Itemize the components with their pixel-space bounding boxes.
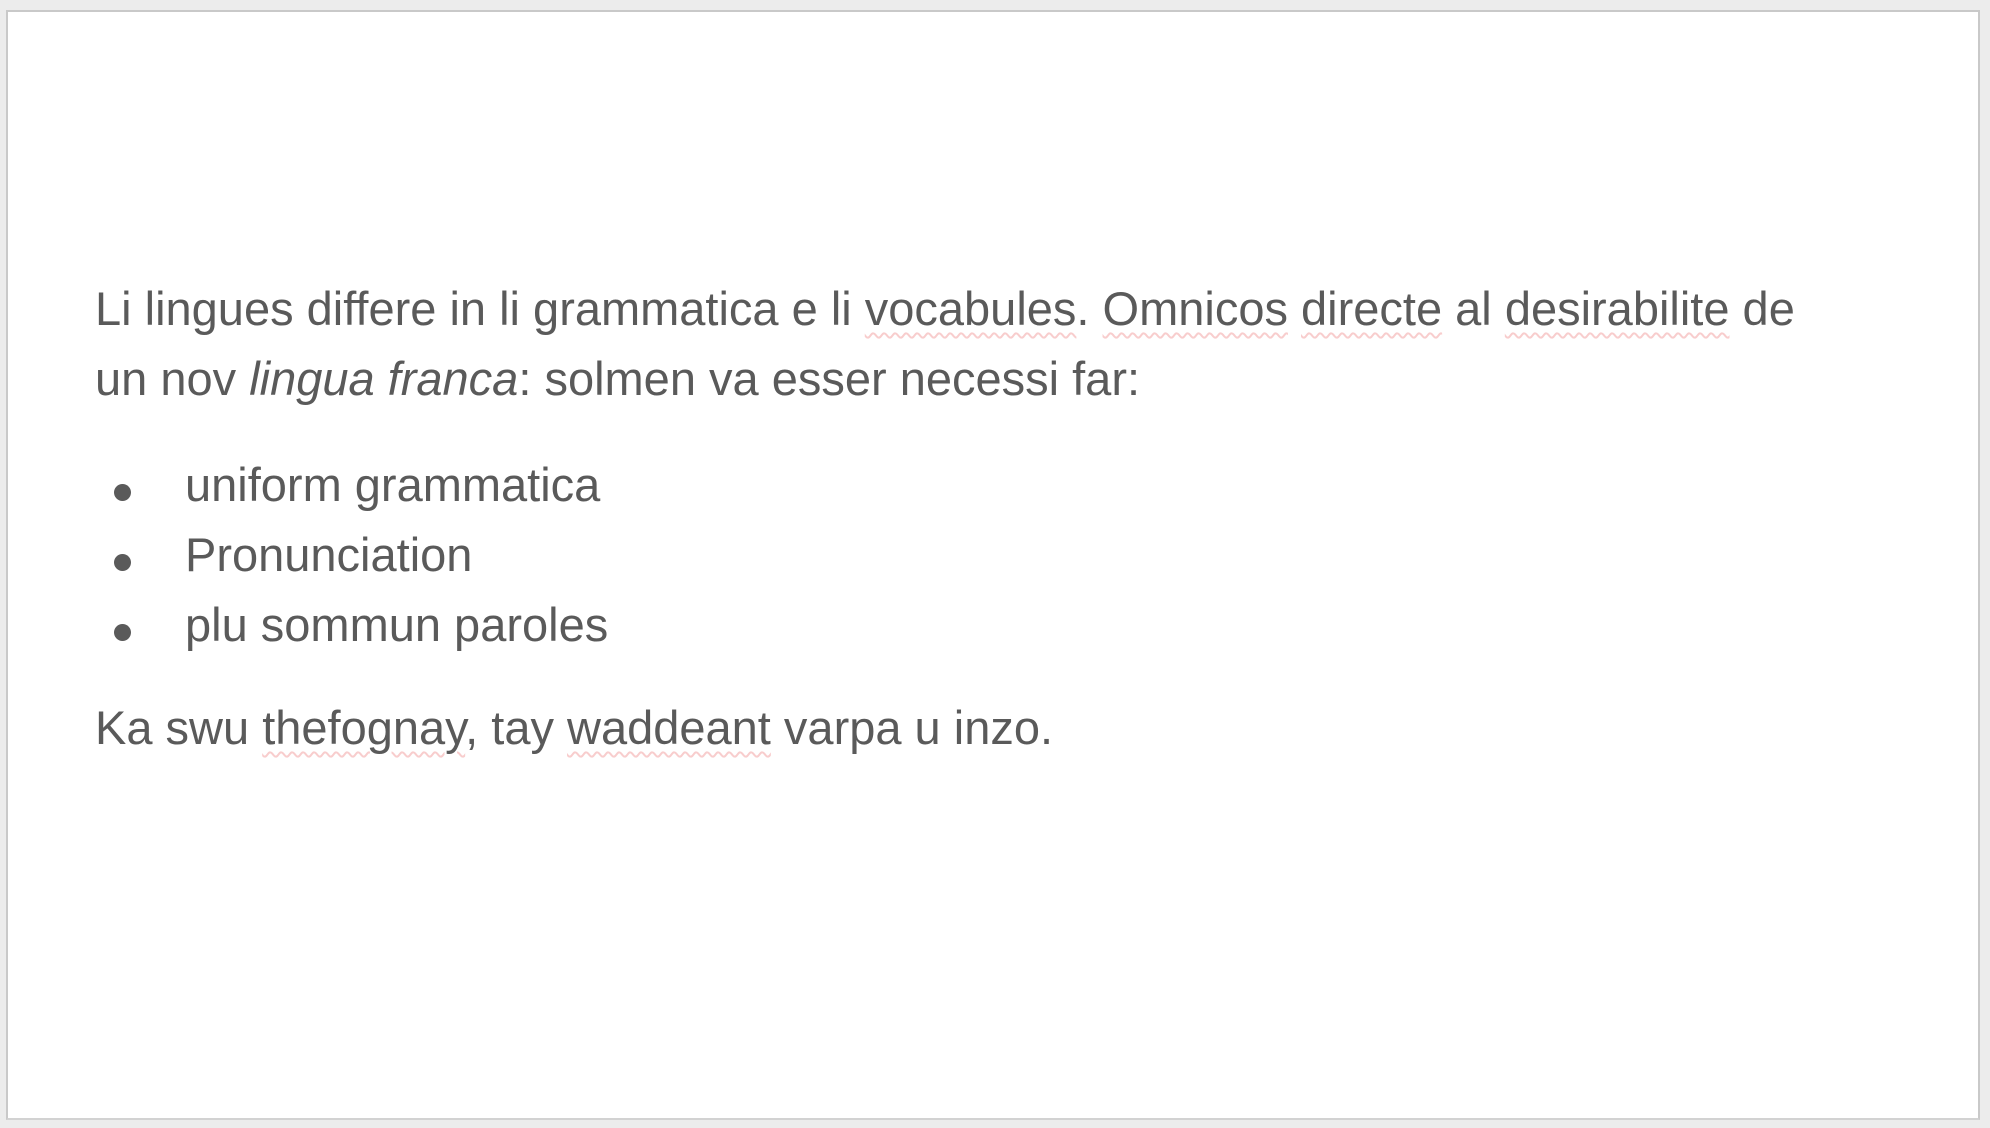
misspelled-word: desirabilite <box>1504 282 1730 335</box>
bullet-dot-icon <box>114 554 131 571</box>
bullet-label: plu sommun paroles <box>185 598 609 651</box>
text-segment: un nov <box>95 352 250 405</box>
text-segment: de <box>1729 282 1795 335</box>
intro-paragraph-line-2 <box>95 344 1928 414</box>
body-text-placeholder[interactable] <box>95 274 1928 763</box>
bullet-item[interactable] <box>95 450 1928 520</box>
bullet-item[interactable] <box>95 590 1928 660</box>
misspelled-word: Omnicos <box>1102 282 1288 335</box>
bullet-dot-icon <box>114 624 131 641</box>
misspelled-word: vocabules <box>864 282 1077 335</box>
misspelled-word: thefognay <box>262 701 466 754</box>
text-segment: al <box>1442 282 1505 335</box>
bullet-item[interactable] <box>95 520 1928 590</box>
bullet-list <box>95 450 1928 660</box>
bullet-label: uniform grammatica <box>185 458 601 511</box>
intro-paragraph-line-1 <box>95 274 1928 344</box>
closing-paragraph <box>95 693 1928 763</box>
text-segment: . <box>1076 282 1103 335</box>
text-segment: Li lingues differe in li grammatica e li <box>95 282 865 335</box>
slide-canvas[interactable] <box>6 10 1980 1120</box>
text-segment: , tay <box>465 701 568 754</box>
misspelled-word: directe <box>1301 282 1443 335</box>
bullet-label: Pronunciation <box>185 528 473 581</box>
bullet-dot-icon <box>114 484 131 501</box>
text-segment <box>1288 282 1301 335</box>
text-segment: varpa u inzo. <box>770 701 1054 754</box>
misspelled-word: waddeant <box>567 701 771 754</box>
text-segment: : solmen va esser necessi far: <box>518 352 1141 405</box>
text-segment: Ka swu <box>95 701 263 754</box>
italic-text: lingua franca <box>249 352 519 405</box>
